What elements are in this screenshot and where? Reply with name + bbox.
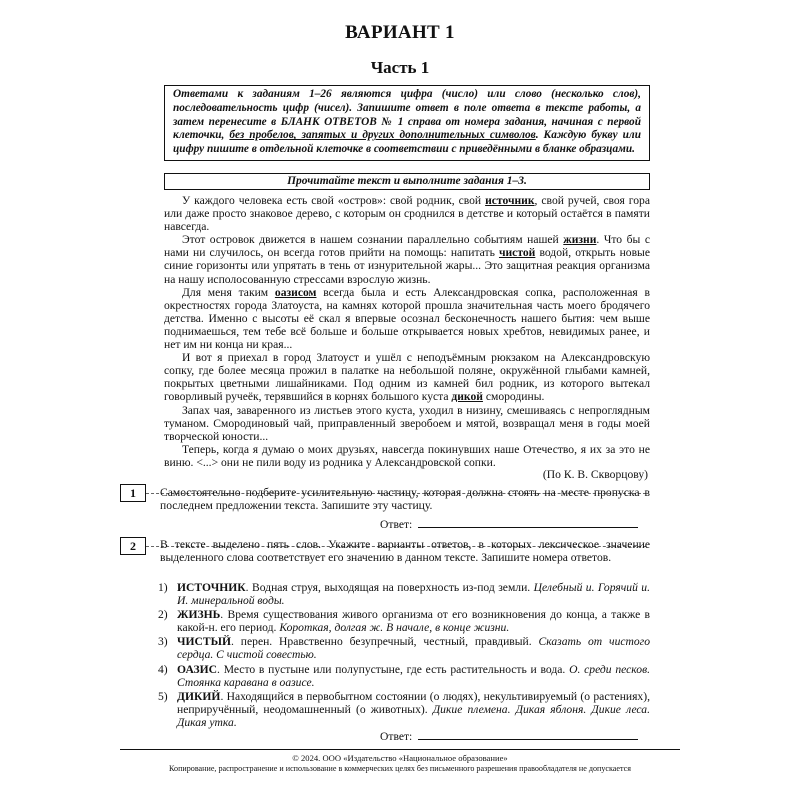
option-number: 4) xyxy=(158,662,168,676)
option-definition: . Время существования живого организма от его возникновения до конца, а также в какой-н. его период. xyxy=(177,608,650,635)
option-1 xyxy=(158,581,650,607)
part-title: Часть 1 xyxy=(370,58,430,77)
task-2-options xyxy=(158,581,650,730)
option-example: Короткая, долгая ж. В начале, в конце жизни. xyxy=(279,621,510,635)
text-span: . Что бы с нами ни случилось, он всегда готов прийти на помощь: напитать xyxy=(164,233,650,260)
option-number: 2) xyxy=(158,608,168,622)
text-span: смородины. xyxy=(482,390,545,404)
option-example: Дикие племена. Дикая яблоня. Дикие леса. Дикая утка. xyxy=(177,702,650,729)
option-word: ДИКИЙ xyxy=(177,689,221,703)
instructions-box xyxy=(164,85,650,161)
footer-divider xyxy=(120,749,680,750)
option-example: Сказать от чистого сердца. С чистой совестью. xyxy=(177,635,650,662)
paragraph-5: Запах чая, заваренного из листьев этого куста, уходил в низину, смешиваясь с непроглядным туманом. Смородиновый чай, приправленный зверобоем и мятой, возвращал меня в годы моей творческой юности... xyxy=(164,403,650,443)
option-example: О. среди песков. Стоянка каравана в оазисе. xyxy=(177,662,650,689)
task-1-text: Самостоятельно подберите усилительную частицу, которая должна стоять на месте пропуска в последнем предложении текста. Запишите эту частицу. xyxy=(160,486,650,513)
option-definition: . Находящийся в первобытном состоянии (о людях), некультивируемый (о растениях), неприручённый, неодомашненный (о животных). xyxy=(177,689,650,716)
option-number: 5) xyxy=(158,689,168,703)
copyright: © 2024. ООО «Издательство «Национальное образование» xyxy=(292,753,508,763)
option-definition: . Водная струя, выходящая на поверхность из-под земли. xyxy=(245,581,534,594)
instructions-underlined: без пробелов, запятых и других дополнительных символов xyxy=(229,129,536,142)
task-2-answer-field[interactable] xyxy=(418,728,638,740)
option-4 xyxy=(158,663,650,689)
option-word: ЖИЗНЬ xyxy=(177,608,221,622)
paragraph-2 xyxy=(164,233,650,285)
instructions-text-a: Ответами к заданиям 1–26 являются цифра (число) или слово (несколько слов), последовательность цифр (чисел). Запишите ответ в поле ответа в тексте работы, а затем перенесите в БЛАНК ОТВЕТОВ № 1 справа от номера задания, начиная с первой клеточки, xyxy=(173,88,641,142)
option-definition: . перен. Нравственно безупречный, честный, правдивый. xyxy=(231,635,539,649)
text-span: водой, открыть новые синие горизонты или упрятать в тень от изнурительной жары... Это защитная реакция организма на нашу исполосованную стрессами взрослую жизнь. xyxy=(164,246,650,286)
task-2-answer-label: Ответ: xyxy=(380,730,413,743)
keyword-istochnik: источник xyxy=(485,194,535,207)
keyword-zhizni: жизни xyxy=(563,233,597,247)
option-number: 3) xyxy=(158,635,168,649)
text-span: И вот я приехал в город Златоуст и ушёл с неподъёмным рюкзаком на Александровскую сопку, где более месяца прожил в палатке на небольшой поляне, окружённой глыбами камней, покрытых цветными лишайниками. Под одним из камней бил родник, из которого вытекал говорливый ручеёк, терявшийся в корнях большого куста xyxy=(164,351,650,404)
paragraph-4 xyxy=(164,351,650,403)
keyword-chistoy: чистой xyxy=(498,246,536,260)
option-3 xyxy=(158,635,650,661)
paragraph-3 xyxy=(164,286,650,351)
keyword-dikoy: дикой xyxy=(451,390,483,404)
task-2-answer xyxy=(380,728,638,743)
text-span: Для меня таким xyxy=(182,285,275,299)
copyright-notice: Копирование, распространение и использование в коммерческих целях без письменного разрешения правообладателя не допускается xyxy=(169,764,631,773)
option-word: ИСТОЧНИК xyxy=(177,581,246,594)
task-1-answer xyxy=(380,516,638,531)
task-1-number: 1 xyxy=(120,484,146,502)
text-span: Этот островок движется в нашем сознании параллельно событиям нашей xyxy=(182,233,564,247)
option-5 xyxy=(158,690,650,729)
text-span: , свой ручей, своя гора или даже просто знаковое дерево, с которым он сроднился в детстве и который остаётся в памяти навсегда. xyxy=(164,194,650,234)
task-1-answer-field[interactable] xyxy=(418,516,638,528)
option-definition: . Место в пустыне или полупустыне, где есть растительность и вода. xyxy=(217,662,570,676)
instructions-text-b: . Каждую букву или цифру пишите в отдельной клеточке в соответствии с приведёнными в бланке образцами. xyxy=(173,129,641,156)
task-1-answer-label: Ответ: xyxy=(380,518,413,531)
keyword-oazisom: оазисом xyxy=(274,285,317,299)
option-word: ОАЗИС xyxy=(177,662,218,676)
text-span: всегда была и есть Александровская сопка, расположенная в окрестностях города Златоуста, на камнях которой прошла значительная часть моего бродячего детства. Именно с высоты её скал я впервые осознал бесконечность нашего бытия: чем выше поднимаешься, тем тебе всё больше и больше открывается новых хребтов, невидимых ранее, и нет им ни конца ни края... xyxy=(164,285,650,352)
reading-text xyxy=(164,194,650,469)
option-2 xyxy=(158,608,650,634)
text-source: (По К. В. Скворцову) xyxy=(542,468,648,481)
option-example: Целебный и. Горячий и. И. минеральной воды. xyxy=(177,581,650,608)
read-task-box: Прочитайте текст и выполните задания 1–3. xyxy=(164,173,650,190)
option-number: 1) xyxy=(158,581,168,594)
task-2-text: В тексте выделено пять слов. Укажите варианты ответов, в которых лексическое значение выделенного слова соответствует его значению в данном тексте. Запишите номера ответов. xyxy=(160,538,650,565)
text-span: У каждого человека есть свой «остров»: свой родник, свой xyxy=(182,194,486,207)
variant-title: ВАРИАНТ 1 xyxy=(345,22,455,43)
option-word: ЧИСТЫЙ xyxy=(177,635,232,649)
task-2-number: 2 xyxy=(120,537,146,555)
paragraph-6: Теперь, когда я думаю о моих друзьях, навсегда покинувших наше Отечество, я их за это не виню. <...> они не пили воду из родника у Александровской сопки. xyxy=(164,442,650,469)
paragraph-1 xyxy=(164,194,650,233)
